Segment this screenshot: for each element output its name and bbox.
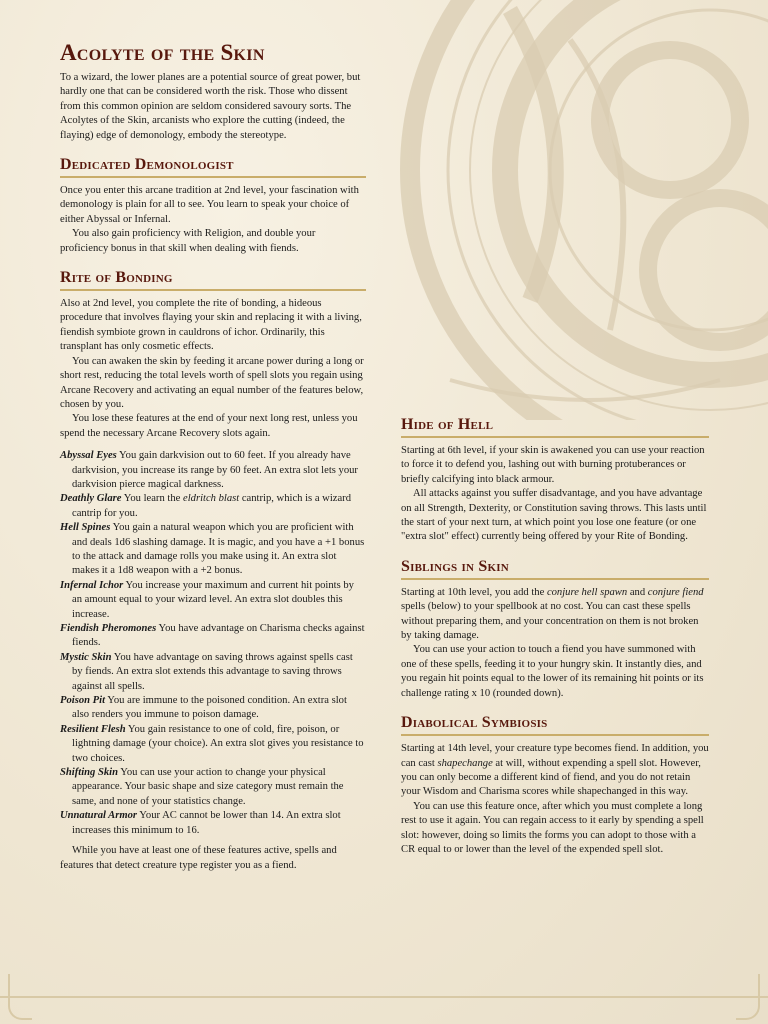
section-heading: Rite of Bonding — [60, 269, 366, 291]
feature-text: You are immune to the poisoned condition. An extra slot also renders you immune to poison damage. — [72, 695, 347, 721]
spell-name: conjure fiend — [647, 586, 704, 598]
feature-name: Shifting Skin — [60, 767, 119, 779]
closing-paragraph: While you have at least one of these features active, spells and features that detect creature type register you as a fiend. — [60, 845, 337, 871]
text-run: Starting at 10th level, you add the — [401, 586, 547, 598]
left-column — [60, 40, 366, 873]
paragraph: Once you enter this arcane tradition at 2nd level, your fascination with demonology is plain for all to see. You learn to speak your choice of either Abyssal or Infernal. — [60, 185, 359, 225]
section-heading: Hide of Hell — [401, 416, 709, 438]
text-run: Starting at 14th level, your creature type becomes fiend. In addition, you can cast — [401, 743, 709, 769]
feature-item — [60, 651, 366, 694]
feature-text: You increase your maximum and current hit points by an amount equal to your wizard level. An extra slot doubles this increase. — [72, 579, 354, 620]
feature-text: You have advantage on Charisma checks against fiends. — [72, 623, 365, 649]
page-title: Acolyte of the Skin — [60, 40, 265, 65]
section-heading: Diabolical Symbiosis — [401, 714, 709, 736]
feature-name: Resilient Flesh — [60, 723, 126, 735]
paragraph: All attacks against you suffer disadvantage, and you have advantage on all Strength, Dexterity, or Constitution saving throws. This lasts until the start of your next turn, at which point you lose one feature (or one "extra slot" effect) currently being offered by your Rite of Bonding. — [401, 488, 707, 543]
section-heading: Dedicated Demonologist — [60, 156, 366, 178]
feature-item — [60, 809, 366, 838]
feature-item — [60, 449, 366, 492]
feature-text: You have advantage on saving throws against spells cast by fiends. An extra slot extends this advantage to saving throws against all spells. — [72, 651, 353, 692]
section-hide-of-hell — [401, 416, 709, 545]
feature-item — [60, 579, 366, 622]
paragraph: You lose these features at the end of your next long rest, unless you spend the necessary Arcane Recovery slots again. — [60, 413, 358, 439]
intro-paragraph: To a wizard, the lower planes are a potential source of great power, but hardly one that can be considered worth the risk. Those who dissent from this common opinion are seldom considered savoury sorts. The Acolytes of the Skin, arcanists who explore the cutting (indeed, the flaying) edge of demonology, embody the stereotype. — [60, 72, 361, 141]
section-rite-of-bonding — [60, 269, 366, 873]
feature-item — [60, 723, 366, 766]
paragraph: Also at 2nd level, you complete the rite of bonding, a hideous procedure that involves flaying your skin and replacing it with a living, fiendish symbiote grown in cauldrons of ichor. Ordinarily, this transplant has only cosmetic effects. — [60, 298, 362, 353]
feature-item — [60, 622, 366, 651]
feature-item — [60, 521, 366, 579]
paragraph — [401, 586, 709, 644]
feature-item — [60, 694, 366, 723]
feature-text: Your AC cannot be lower than 14. An extra slot increases this minimum to 16. — [72, 810, 341, 836]
section-dedicated-demonologist — [60, 156, 366, 256]
paragraph: You also gain proficiency with Religion, and double your proficiency bonus in that skill when dealing with fiends. — [60, 228, 316, 254]
feature-name: Hell Spines — [60, 522, 111, 534]
footer-corner-right — [736, 974, 760, 1020]
paragraph: You can use your action to touch a fiend you have summoned with one of these spells, feeding it to your hungry skin. It instantly dies, and you regain hit points equal to the lower of its remaining hit points or its challenge rating x 10 (rounded down). — [401, 644, 704, 699]
paragraph: You can use this feature once, after which you must complete a long rest to use it again. You can regain access to it early by spending a spell slot: however, doing so limits the forms you can adopt to those with a CR equal to or lower than the level of the expended spell slot. — [401, 800, 704, 855]
feature-name: Deathly Glare — [60, 493, 122, 505]
spell-name: eldritch blast — [183, 493, 240, 505]
feature-name: Poison Pit — [60, 695, 106, 707]
feature-text: You gain a natural weapon which you are proficient with and deals 1d6 slashing damage. It is magic, and you have a +1 bonus to the attack and damage rolls you make using it. An extra slot makes it a 1d8 weapon with a +2 bonus. — [72, 522, 365, 577]
feature-text: You can use your action to change your physical appearance. Your basic shape and size category must remain the same, and none of your statistics change. — [72, 767, 344, 807]
feature-list — [60, 449, 366, 838]
feature-name: Mystic Skin — [60, 651, 112, 663]
feature-text: cantrip, which is a wizard cantrip for you. — [72, 493, 351, 519]
feature-name: Abyssal Eyes — [60, 450, 117, 462]
text-run: and — [627, 586, 648, 598]
spell-name: shapechange — [437, 757, 493, 769]
spell-name: conjure hell spawn — [546, 586, 628, 598]
paragraph — [401, 742, 709, 800]
text-run: spells (below) to your spellbook at no cost. You can cast these spells without preparing them, and your concentration on them is not broken by taking damage. — [401, 601, 699, 642]
section-diabolical-symbiosis — [401, 714, 709, 857]
section-siblings-in-skin — [401, 558, 709, 701]
feature-item — [60, 492, 366, 521]
paragraph: You can awaken the skin by feeding it arcane power during a long or short rest, reducing the total levels worth of spell slots you regain using Arcane Recovery and activating an equal number of the features below, chosen by you. — [60, 355, 364, 410]
footer-corner-left — [8, 974, 32, 1020]
right-column — [401, 416, 709, 870]
paragraph: Starting at 6th level, if your skin is awakened you can use your reaction to force it to defend you, lashing out with burning protuberances or briefly calcifying into black armour. — [401, 445, 705, 485]
seal-watermark — [390, 0, 768, 420]
feature-text: You gain resistance to one of cold, fire, poison, or lightning damage (your choice). An extra slot gives you resistance to two choices. — [72, 723, 364, 764]
feature-item — [60, 766, 366, 809]
section-heading: Siblings in Skin — [401, 558, 709, 580]
feature-name: Infernal Ichor — [60, 579, 124, 591]
feature-text: You learn the — [121, 493, 183, 505]
text-run: at will, without expending a spell slot. However, you can only become a different kind of fiend, and you do not retain your Wisdom and Charisma scores while shapechanged in this way. — [401, 757, 701, 798]
footer-rule — [0, 996, 768, 998]
feature-name: Fiendish Pheromones — [60, 623, 157, 634]
feature-text: You gain darkvision out to 60 feet. If you already have darkvision, you increase its range by 60 feet. An extra slot lets your darkvision pierce magical darkness. — [72, 450, 358, 490]
feature-name: Unnatural Armor — [60, 810, 138, 822]
